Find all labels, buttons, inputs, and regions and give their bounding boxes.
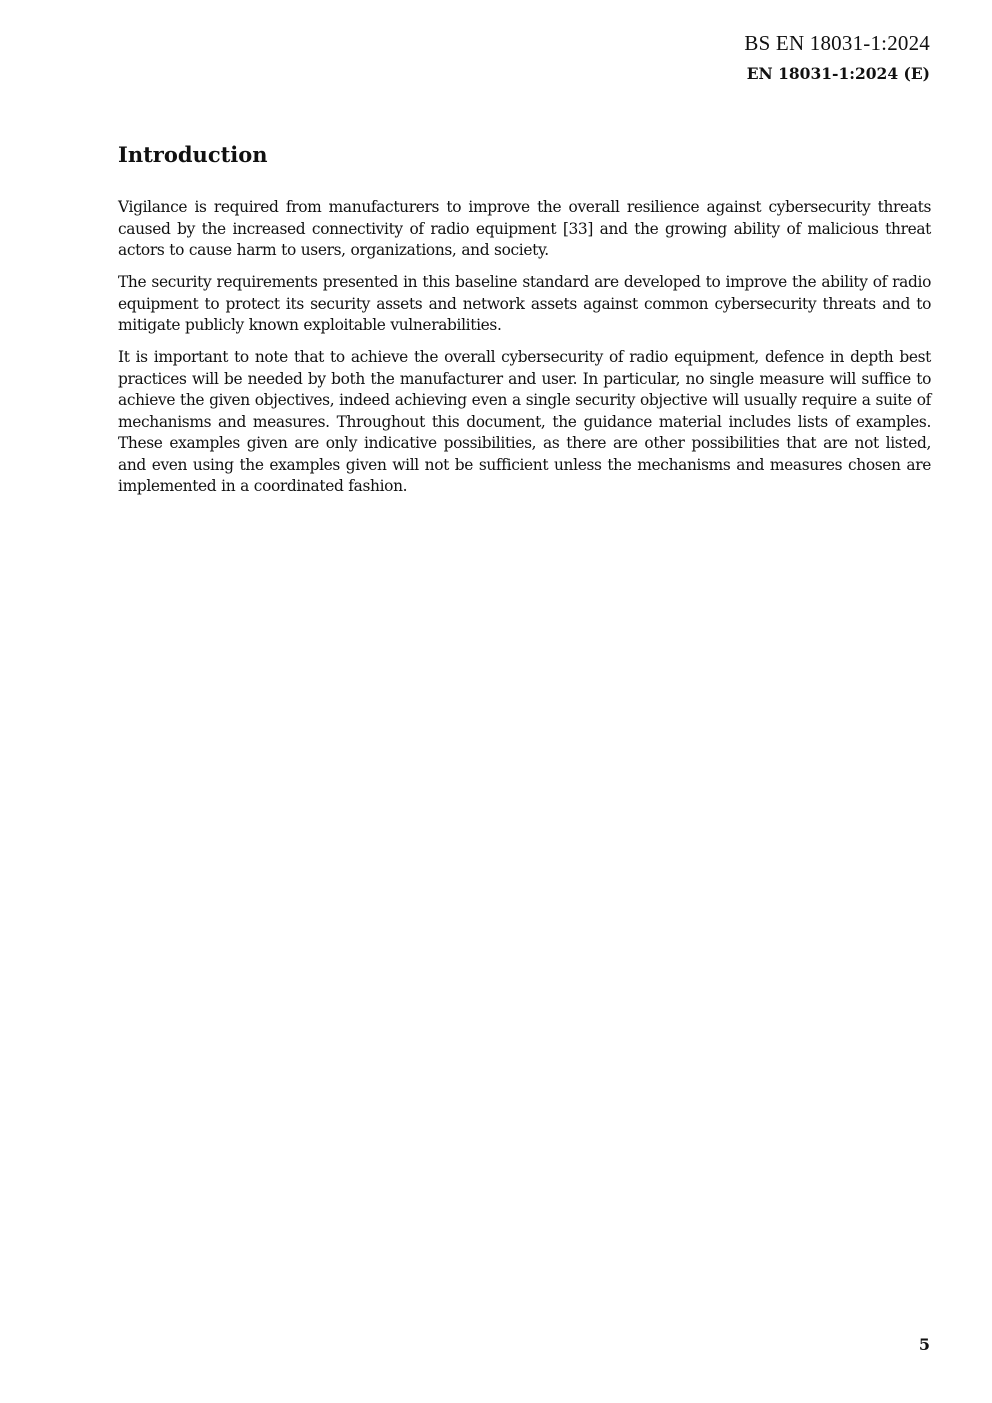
paragraph: The security requirements presented in this baseline standard are developed to improve the ability of radio equipment to protect its security assets and network assets against common cybersecurity threats and to mitigate publicly known exploitable vulnerabilities. bbox=[118, 273, 931, 334]
standard-identifier: BS EN 18031-1:2024 bbox=[744, 31, 930, 55]
section-body bbox=[118, 197, 931, 508]
paragraph: Vigilance is required from manufacturers to improve the overall resilience against cybersecurity threats caused by the increased connectivity of radio equipment [33] and the growing ability of malicious threat actors to cause harm to users, organizations, and society. bbox=[118, 198, 931, 259]
paragraph: It is important to note that to achieve the overall cybersecurity of radio equipment, defence in depth best practices will be needed by both the manufacturer and user. In particular, no single measure will suffice to achieve the given objectives, indeed achieving even a single security objective will usually require a suite of mechanisms and measures. Throughout this document, the guidance material includes lists of examples. These examples given are only indicative possibilities, as there are other possibilities that are not listed, and even using the examples given will not be sufficient unless the mechanisms and measures chosen are implemented in a coordinated fashion. bbox=[118, 348, 931, 495]
section-heading: Introduction bbox=[118, 142, 268, 167]
page-number: 5 bbox=[918, 1335, 930, 1354]
standard-identifier-language: EN 18031-1:2024 (E) bbox=[746, 64, 930, 83]
